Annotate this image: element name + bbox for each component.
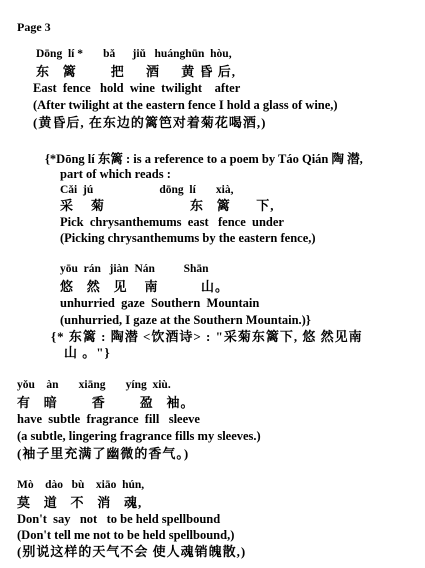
chinese-line-2: 有 暗 香 盈 袖。 bbox=[17, 395, 195, 410]
note-chinese-1: 采 菊 东 篱 下, bbox=[60, 198, 275, 213]
note-intro-cont: part of which reads : bbox=[60, 167, 171, 181]
gloss-line-2: have subtle fragrance fill sleeve bbox=[17, 412, 200, 426]
note-translation-1: (Picking chrysanthemums by the eastern fence,) bbox=[60, 231, 316, 245]
translation-line-1: (After twilight at the eastern fence I hold a glass of wine,) bbox=[33, 98, 338, 112]
note-chinese-2: 悠 然 见 南 山。 bbox=[60, 279, 230, 294]
pinyin-line-1: Dōng lí * bǎ jiǔ huánghūn hòu, bbox=[36, 48, 232, 60]
chinese-line-3: 莫 道 不 消 魂, bbox=[17, 495, 143, 510]
note-translation-2: (unhurried, I gaze at the Southern Mountain.)} bbox=[60, 313, 311, 327]
translation-line-3: (Don't tell me not to be held spellbound,) bbox=[17, 528, 235, 542]
pinyin-line-2: yǒu àn xiāng yíng xiù. bbox=[17, 379, 171, 391]
chinese-line-1: 东 篱 把 酒 黄 昏 后, bbox=[36, 64, 237, 79]
page-number: Page 3 bbox=[17, 20, 51, 34]
chinese-paraphrase-1: (黄昏后, 在东边的篱笆对着菊花喝酒,) bbox=[33, 115, 267, 130]
note-gloss-1: Pick chrysanthemums east fence under bbox=[60, 215, 284, 229]
gloss-line-1: East fence hold wine twilight after bbox=[33, 81, 241, 95]
note-chinese-quote: {* 东篱 : 陶潜 <饮酒诗> : "采菊东篱下, 悠 然见南 bbox=[51, 329, 363, 344]
note-pinyin-2: yōu rán jiàn Nán Shān bbox=[60, 263, 209, 275]
gloss-line-3: Don't say not to be held spellbound bbox=[17, 512, 221, 526]
note-pinyin-1: Cǎi jú dōng lí xià, bbox=[60, 184, 234, 196]
chinese-paraphrase-2: (袖子里充满了幽微的香气。) bbox=[17, 446, 190, 461]
chinese-paraphrase-3: (别说这样的天气不会 使人魂销魄散,) bbox=[17, 544, 247, 559]
translation-line-2: (a subtle, lingering fragrance fills my sleeves.) bbox=[17, 429, 261, 443]
pinyin-line-3: Mò dào bù xiāo hún, bbox=[17, 479, 145, 491]
note-gloss-2: unhurried gaze Southern Mountain bbox=[60, 296, 260, 310]
note-intro: {*Dōng lí 东篱 : is a reference to a poem by Táo Qián 陶 潜, bbox=[45, 152, 363, 166]
note-chinese-quote-cont: 山 。"} bbox=[64, 345, 111, 360]
